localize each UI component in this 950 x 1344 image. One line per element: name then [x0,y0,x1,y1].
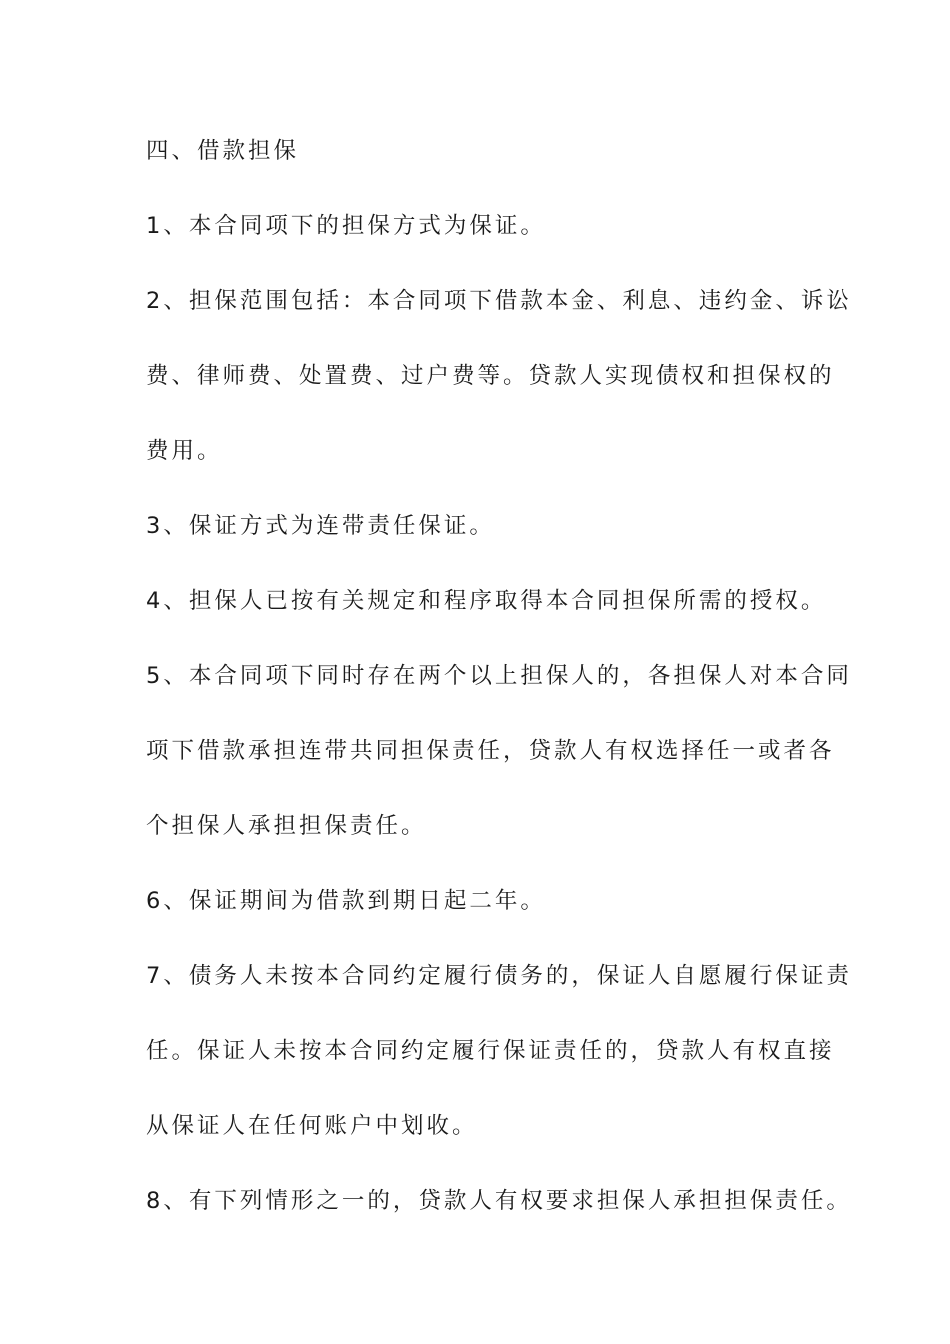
document-body [146,133,852,1221]
clause-7-line-3: 从保证人在任何账户中划收。 [146,1113,478,1139]
clause-4: 4、担保人已按有关规定和程序取得本合同担保所需的授权。 [146,588,827,614]
clause-6: 6、保证期间为借款到期日起二年。 [146,888,546,914]
clause-8: 8、有下列情形之一的，贷款人有权要求担保人承担担保责任。 [146,1188,852,1214]
clause-5-line-2: 项下借款承担连带共同担保责任，贷款人有权选择任一或者各 [146,738,835,764]
clause-2-line-3: 费用。 [146,438,223,464]
clause-5-line-1: 5、本合同项下同时存在两个以上担保人的，各担保人对本合同 [146,663,852,689]
clause-7-line-1: 7、债务人未按本合同约定履行债务的，保证人自愿履行保证责 [146,963,852,989]
clause-2-line-1: 2、担保范围包括：本合同项下借款本金、利息、违约金、诉讼 [146,288,852,314]
clause-5-line-3: 个担保人承担担保责任。 [146,813,427,839]
clause-2-line-2: 费、律师费、处置费、过户费等。贷款人实现债权和担保权的 [146,363,835,389]
clause-7-line-2: 任。保证人未按本合同约定履行保证责任的，贷款人有权直接 [146,1038,835,1064]
clause-3: 3、保证方式为连带责任保证。 [146,513,495,539]
clause-1: 1、本合同项下的担保方式为保证。 [146,213,546,239]
section-heading: 四、借款担保 [146,138,300,164]
